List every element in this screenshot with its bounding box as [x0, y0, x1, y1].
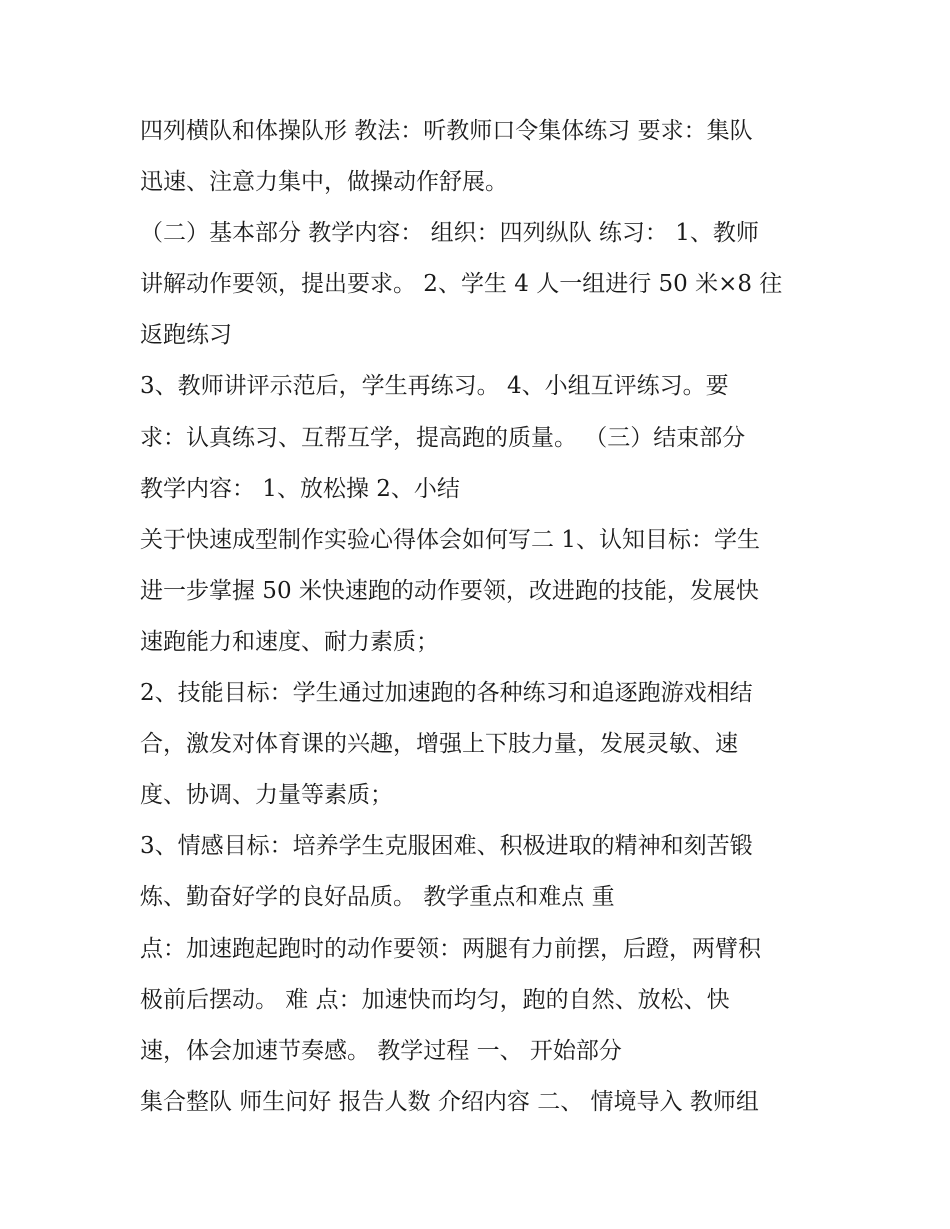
text-line: 极前后摆动。 难 点：加速快而均匀，跑的自然、放松、快 [140, 986, 730, 1013]
text-line: 度、协调、力量等素质； [140, 782, 393, 809]
text-line: 讲解动作要领，提出要求。 2、学生 4 人一组进行 50 米×8 往 [140, 271, 783, 298]
text-line: 速，体会加速节奏感。 教学过程 一、 开始部分 [140, 1037, 622, 1064]
text-line: 点：加速跑起跑时的动作要领：两腿有力前摆，后蹬，两臂积 [140, 935, 761, 962]
text-line: 进一步掌握 50 米快速跑的动作要领，改进跑的技能，发展快 [140, 577, 759, 604]
text-line: 炼、勤奋好学的良好品质。 教学重点和难点 重 [140, 884, 615, 911]
text-line: 集合整队 师生问好 报告人数 介绍内容 二、 情境导入 教师组 [140, 1088, 759, 1115]
text-line: 迅速、注意力集中，做操动作舒展。 [140, 169, 508, 196]
text-line: 速跑能力和速度、耐力素质； [140, 628, 439, 655]
text-line: 四列横队和体操队形 教法：听教师口令集体练习 要求：集队 [140, 118, 753, 144]
text-line: 返跑练习 [140, 322, 232, 349]
text-line: 3、教师讲评示范后，学生再练习。 4、小组互评练习。要 [140, 373, 729, 400]
text-line: 关于快速成型制作实验心得体会如何写二 1、认知目标：学生 [140, 526, 760, 553]
text-line: 教学内容： 1、放松操 2、小结 [140, 475, 460, 502]
text-line: （二）基本部分 教学内容： 组织：四列纵队 练习： 1、教师 [140, 220, 759, 247]
document-body [140, 108, 820, 1130]
text-line: 3、情感目标：培养学生克服困难、积极进取的精神和刻苦锻 [140, 833, 753, 860]
text-line: 2、技能目标：学生通过加速跑的各种练习和追逐跑游戏相结 [140, 680, 753, 707]
text-line: 求：认真练习、互帮互学，提高跑的质量。 （三）结束部分 [140, 424, 746, 451]
text-line: 合，激发对体育课的兴趣，增强上下肢力量，发展灵敏、速 [140, 731, 738, 758]
